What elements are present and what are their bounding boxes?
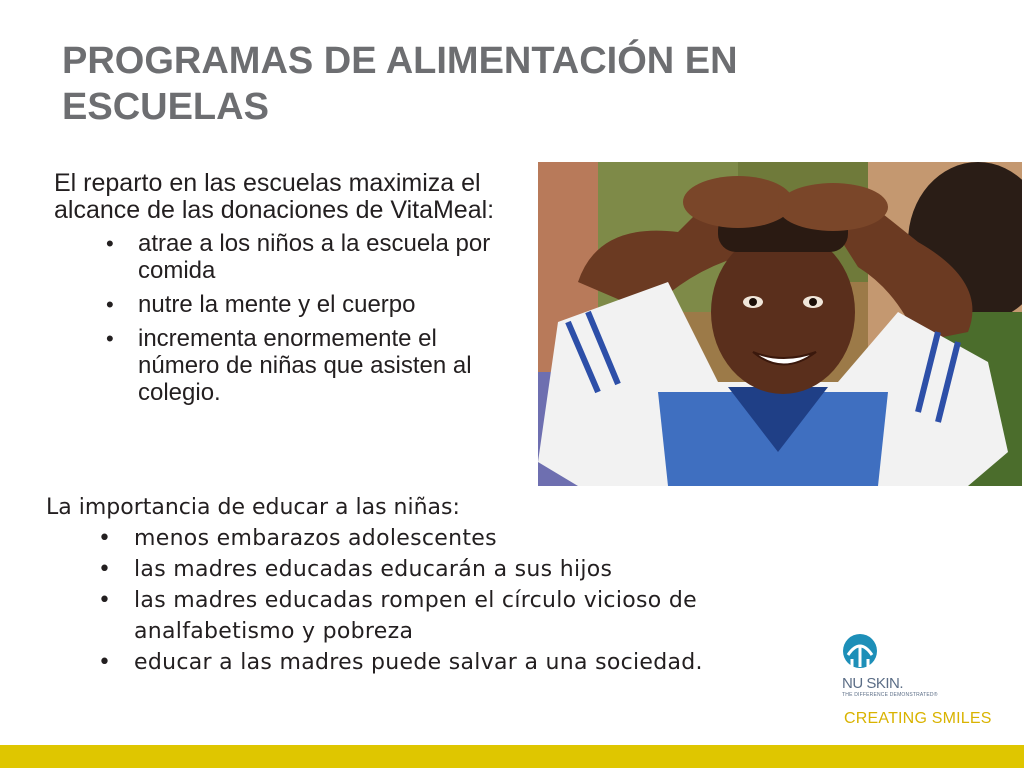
benefits-list: [102, 230, 524, 406]
intro-text: El reparto en las escuelas maximiza el alcance de las donaciones de VitaMeal:: [54, 169, 495, 224]
list-item: • atrae a los niños a la escuela por comida: [102, 230, 524, 284]
list-item: • menos embarazos adolescentes: [98, 523, 806, 554]
child-photo: [538, 162, 1022, 486]
second-heading: La importancia de educar a las niñas:: [46, 495, 460, 520]
list-item: • nutre la mente y el cuerpo: [102, 291, 524, 318]
child-photo-illustration: [538, 162, 1022, 486]
list-item: • educar a las madres puede salvar a una sociedad.: [98, 647, 806, 678]
slogan: CREATING SMILES: [844, 710, 992, 727]
list-item: • las madres educadas educarán a sus hijos: [98, 554, 806, 585]
slide-title: PROGRAMAS DE ALIMENTACIÓN EN ESCUELAS: [62, 40, 738, 128]
logo-name: NU SKIN.: [842, 675, 904, 692]
list-item: • las madres educadas rompen el círculo vicioso de analfabetismo y pobreza: [98, 585, 806, 647]
girls-education-list: [98, 523, 806, 678]
girls-education-block: [46, 493, 806, 678]
intro-block: [54, 170, 524, 413]
footer-bar: [0, 745, 1024, 768]
list-item: • incrementa enormemente el número de niñas que asisten al colegio.: [102, 325, 524, 406]
logo-tagline: THE DIFFERENCE DEMONSTRATED®: [842, 692, 938, 698]
